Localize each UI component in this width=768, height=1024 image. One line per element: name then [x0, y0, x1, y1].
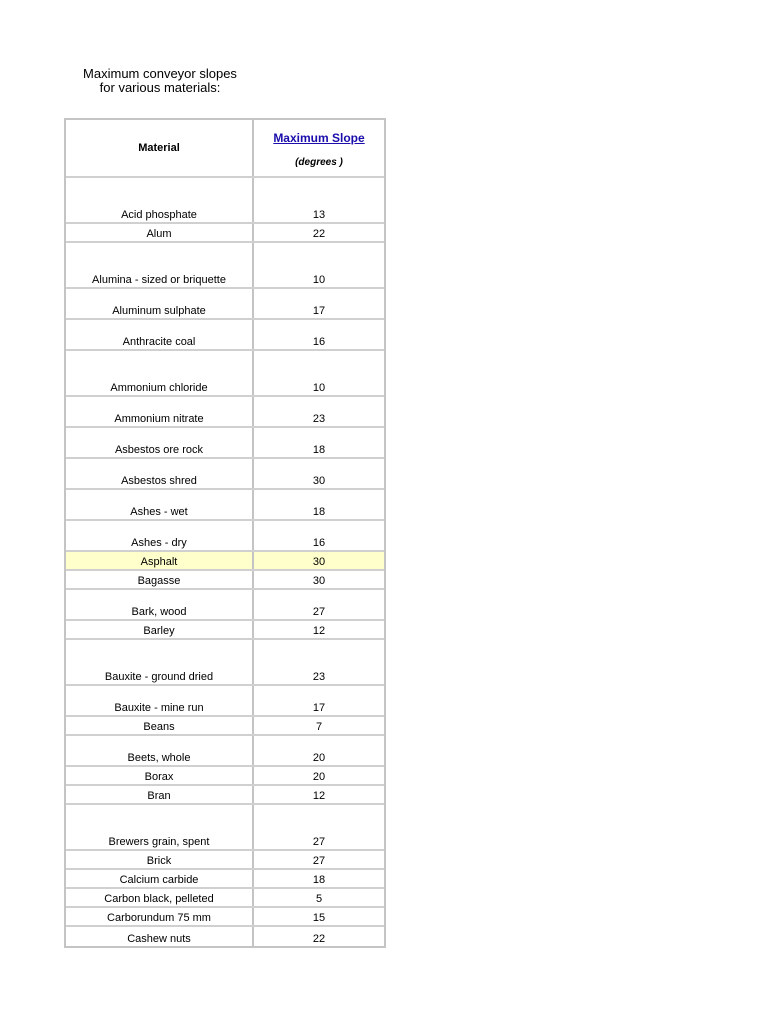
table-row — [66, 178, 384, 224]
material-cell: Acid phosphate — [66, 178, 254, 222]
title-line-1: Maximum conveyor slopes — [83, 66, 237, 81]
table-row — [66, 686, 384, 717]
table-row — [66, 289, 384, 320]
table-row — [66, 767, 384, 786]
table-row — [66, 397, 384, 428]
material-cell: Alum — [66, 224, 254, 241]
slope-cell: 17 — [312, 305, 326, 317]
slope-cell: 18 — [312, 444, 326, 456]
material-cell: Ammonium nitrate — [66, 397, 254, 426]
table-row — [66, 621, 384, 640]
slope-cell: 22 — [312, 228, 326, 240]
slope-cell: 18 — [312, 506, 326, 518]
material-cell: Beans — [66, 717, 254, 734]
slope-cell: 20 — [312, 752, 326, 764]
slopes-table — [64, 118, 386, 948]
table-row — [66, 640, 384, 686]
table-row — [66, 243, 384, 289]
slope-cell: 12 — [312, 625, 326, 637]
table-row — [66, 805, 384, 851]
material-cell: Brick — [66, 851, 254, 868]
slope-cell: 17 — [312, 702, 326, 714]
slope-cell: 23 — [312, 671, 326, 683]
material-cell: Ammonium chloride — [66, 351, 254, 395]
title-line-2: for various materials: — [99, 80, 221, 95]
slope-cell: 13 — [312, 209, 326, 221]
table-row — [66, 717, 384, 736]
table-header-row — [66, 120, 384, 178]
material-cell: Aluminum sulphate — [66, 289, 254, 318]
maximum-slope-link[interactable]: Maximum Slope — [273, 131, 365, 145]
slope-unit-label: (degrees ) — [295, 157, 343, 168]
slope-cell: 27 — [312, 855, 326, 867]
slope-cell: 10 — [312, 382, 326, 394]
slope-cell: 30 — [312, 556, 326, 568]
slope-cell: 30 — [312, 575, 326, 587]
table-row — [66, 736, 384, 767]
material-cell: Asphalt — [66, 552, 254, 569]
slope-cell: 20 — [312, 771, 326, 783]
table-row — [66, 224, 384, 243]
material-cell: Beets, whole — [66, 736, 254, 765]
slope-cell: 15 — [312, 912, 326, 924]
table-row — [66, 320, 384, 351]
table-row — [66, 908, 384, 927]
material-cell: Bran — [66, 786, 254, 803]
slope-cell: 7 — [315, 721, 323, 733]
table-row — [66, 521, 384, 552]
material-cell: Bauxite - mine run — [66, 686, 254, 715]
slope-column-header — [254, 120, 384, 176]
table-row — [66, 870, 384, 889]
page-title — [60, 67, 260, 95]
table-row — [66, 459, 384, 490]
material-column-header: Material — [66, 120, 254, 176]
material-cell: Carborundum 75 mm — [66, 908, 254, 925]
material-cell: Ashes - wet — [66, 490, 254, 519]
material-cell: Bauxite - ground dried — [66, 640, 254, 684]
slope-cell: 27 — [312, 836, 326, 848]
slope-cell: 16 — [312, 336, 326, 348]
table-row — [66, 889, 384, 908]
material-cell: Carbon black, pelleted — [66, 889, 254, 906]
slope-cell: 27 — [312, 606, 326, 618]
table-row — [66, 927, 384, 946]
material-cell: Asbestos shred — [66, 459, 254, 488]
table-row-highlighted — [66, 552, 384, 571]
slope-cell: 16 — [312, 537, 326, 549]
slope-cell: 18 — [312, 874, 326, 886]
slope-cell: 30 — [312, 475, 326, 487]
material-cell: Barley — [66, 621, 254, 638]
table-row — [66, 571, 384, 590]
slope-cell: 22 — [312, 933, 326, 945]
slope-cell: 5 — [315, 893, 323, 905]
table-row — [66, 590, 384, 621]
material-cell: Anthracite coal — [66, 320, 254, 349]
table-row — [66, 786, 384, 805]
material-cell: Calcium carbide — [66, 870, 254, 887]
material-cell: Cashew nuts — [66, 927, 254, 946]
material-cell: Bark, wood — [66, 590, 254, 619]
table-row — [66, 351, 384, 397]
slope-cell: 12 — [312, 790, 326, 802]
material-cell: Asbestos ore rock — [66, 428, 254, 457]
slope-cell: 23 — [312, 413, 326, 425]
material-cell: Alumina - sized or briquette — [66, 243, 254, 287]
table-row — [66, 490, 384, 521]
material-cell: Bagasse — [66, 571, 254, 588]
table-row — [66, 851, 384, 870]
material-cell: Ashes - dry — [66, 521, 254, 550]
table-row — [66, 428, 384, 459]
material-cell: Brewers grain, spent — [66, 805, 254, 849]
material-cell: Borax — [66, 767, 254, 784]
slope-cell: 10 — [312, 274, 326, 286]
